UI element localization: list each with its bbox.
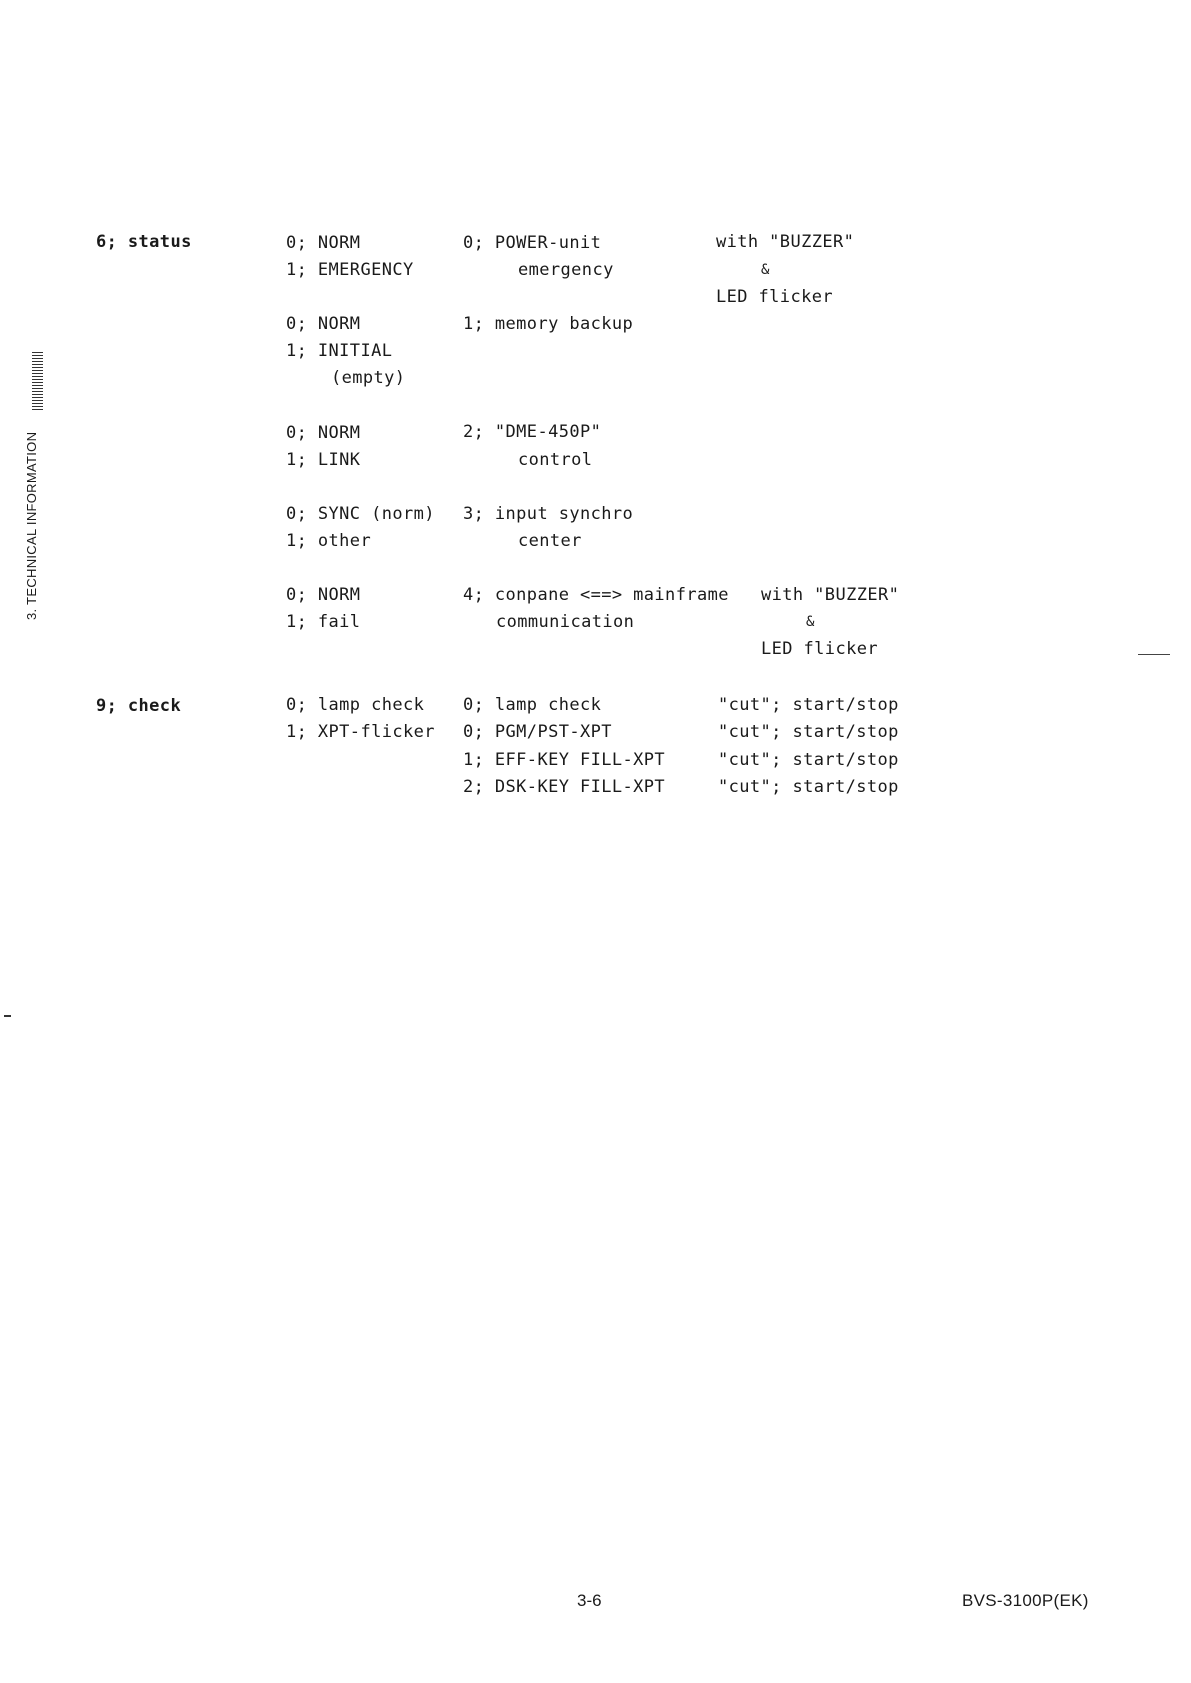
status-note: LED flicker <box>716 287 833 307</box>
status-code: 0; NORM <box>286 233 361 253</box>
check-note: "cut"; start/stop <box>718 777 899 797</box>
status-function: 0; POWER-unit <box>463 233 602 253</box>
status-function: communication <box>496 612 635 632</box>
document-code: BVS-3100P(EK) <box>962 1591 1089 1610</box>
status-function: emergency <box>518 260 614 280</box>
status-note: with "BUZZER" <box>716 232 855 252</box>
status-code: 0; SYNC (norm) <box>286 504 435 524</box>
status-code: 1; fail <box>286 612 361 632</box>
status-function: 1; memory backup <box>463 314 634 334</box>
status-code: 1; LINK <box>286 450 361 470</box>
status-code: 1; INITIAL <box>286 341 393 361</box>
check-note: "cut"; start/stop <box>718 722 899 742</box>
section-side-label: 3. TECHNICAL INFORMATION <box>24 431 39 620</box>
check-function: 0; PGM/PST-XPT <box>463 722 612 742</box>
status-function: 2; "DME-450P" <box>463 422 602 442</box>
check-code: 0; lamp check <box>286 695 425 715</box>
check-note: "cut"; start/stop <box>718 750 899 770</box>
status-note: & <box>761 262 770 278</box>
status-note: & <box>806 614 815 630</box>
status-code: 1; other <box>286 531 372 551</box>
status-function: 4; conpane <==> mainframe <box>463 585 729 605</box>
margin-tab-marks <box>32 352 43 410</box>
check-function: 1; EFF-KEY FILL-XPT <box>463 750 666 770</box>
status-function: 3; input synchro <box>463 504 634 524</box>
status-function: control <box>518 450 593 470</box>
section-heading-check: 9; check <box>96 696 182 716</box>
status-code: (empty) <box>331 368 406 388</box>
status-code: 0; NORM <box>286 423 361 443</box>
check-function: 0; lamp check <box>463 695 602 715</box>
status-code: 0; NORM <box>286 314 361 334</box>
status-code: 1; EMERGENCY <box>286 260 414 280</box>
edge-mark <box>4 1015 11 1017</box>
section-heading-status: 6; status <box>96 232 192 252</box>
status-note: with "BUZZER" <box>761 585 900 605</box>
status-note: LED flicker <box>761 639 878 659</box>
edge-mark <box>1138 654 1170 655</box>
page-number: 3-6 <box>577 1591 602 1610</box>
status-code: 0; NORM <box>286 585 361 605</box>
check-note: "cut"; start/stop <box>718 695 899 715</box>
check-code: 1; XPT-flicker <box>286 722 435 742</box>
status-function: center <box>518 531 582 551</box>
check-function: 2; DSK-KEY FILL-XPT <box>463 777 666 797</box>
